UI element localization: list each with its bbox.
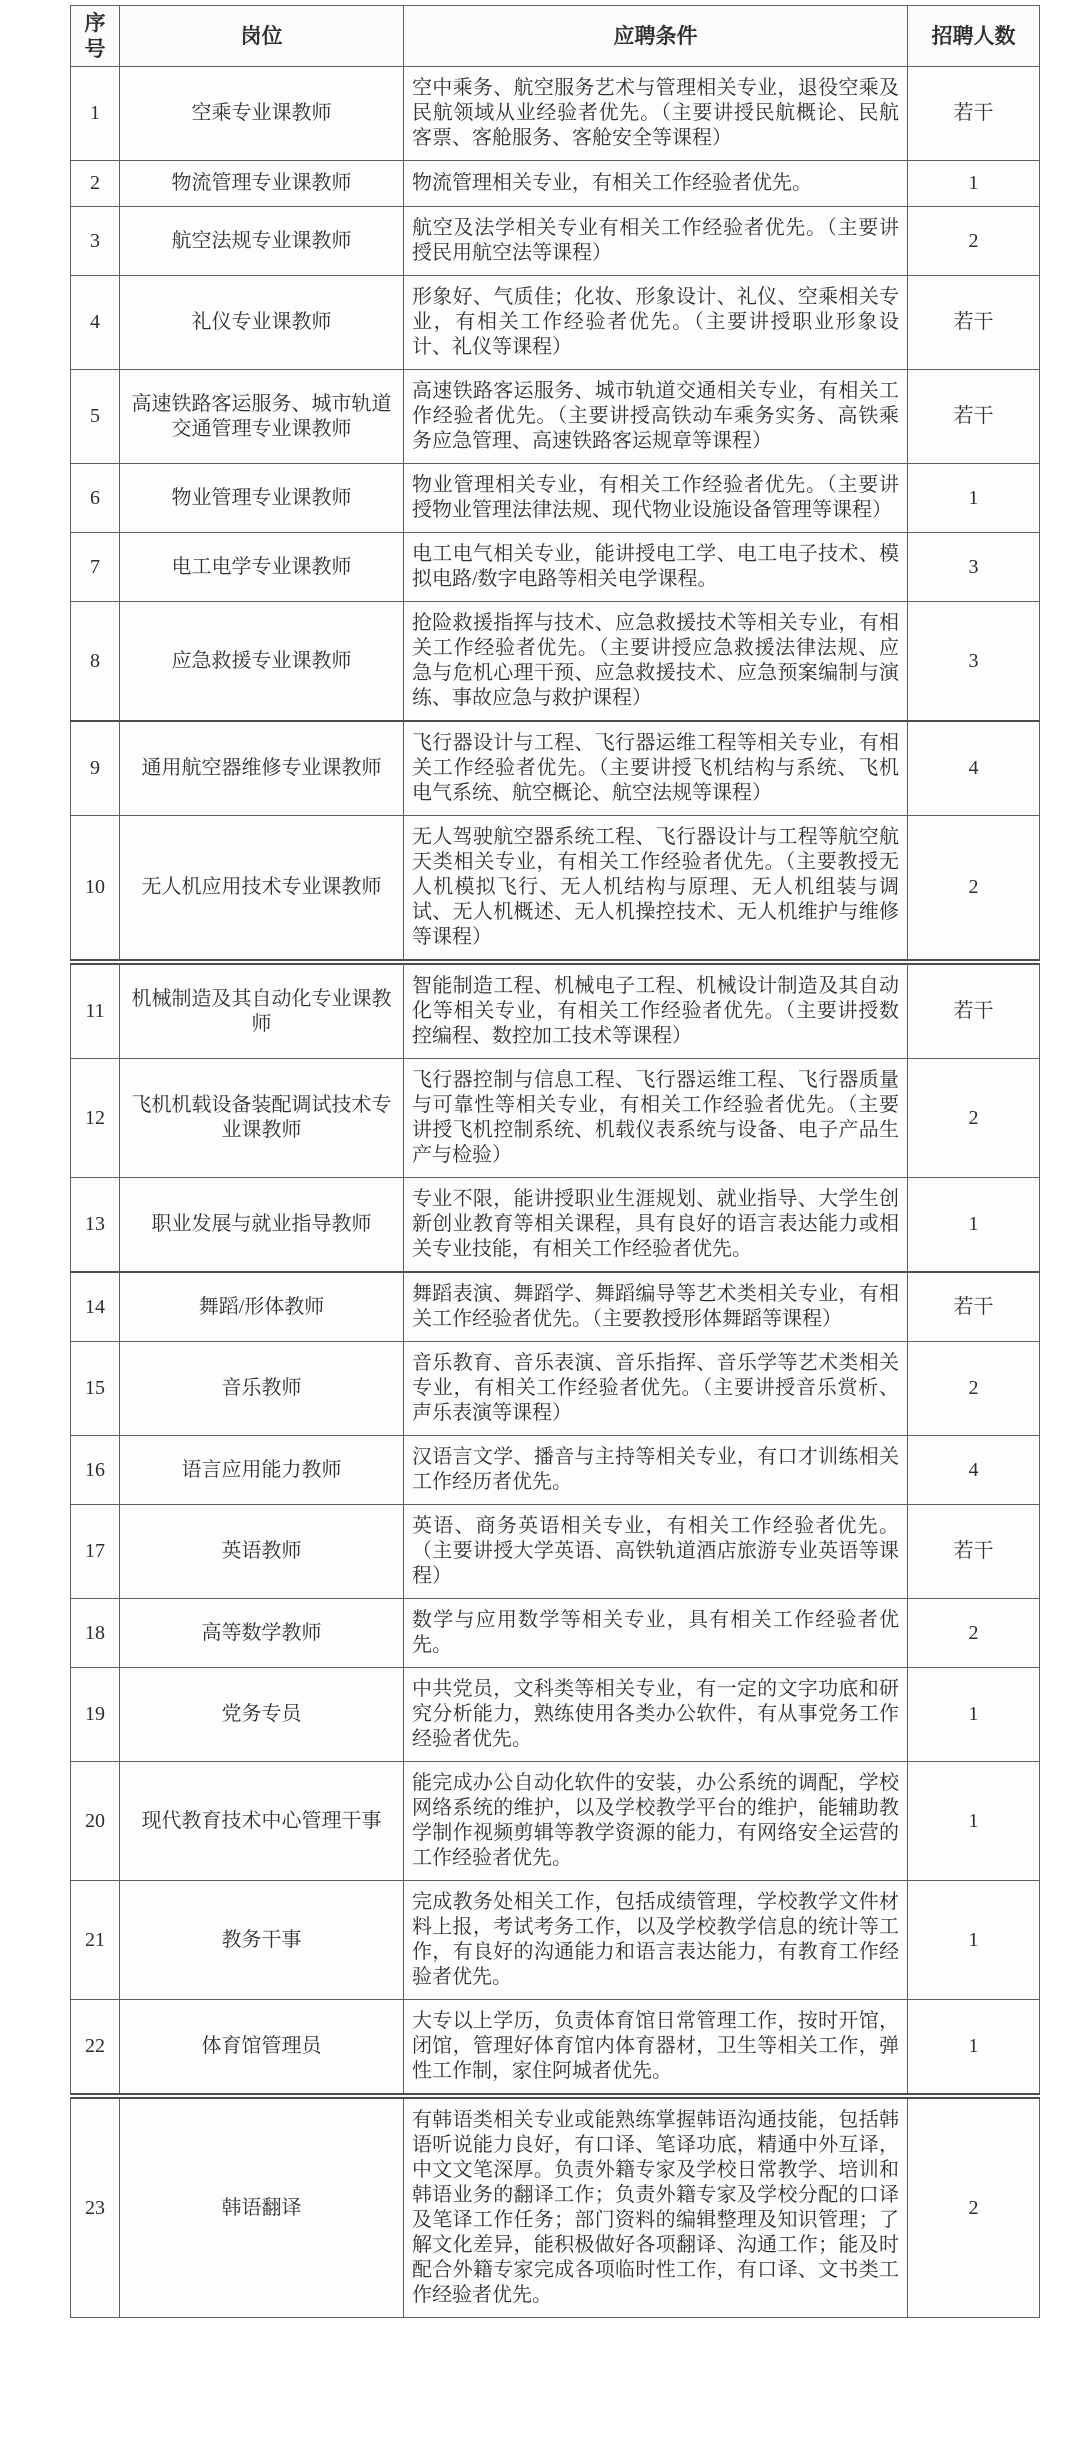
cell-requirements: 航空及法学相关专业有相关工作经验者优先。（主要讲授民用航空法等课程）: [404, 207, 908, 276]
cell-seq: 21: [71, 1881, 120, 2000]
cell-count: 3: [908, 533, 1040, 602]
table-row: [71, 1881, 1040, 2000]
cell-seq: 15: [71, 1342, 120, 1436]
cell-position: 应急救援专业课教师: [120, 602, 404, 722]
cell-position: 职业发展与就业指导教师: [120, 1178, 404, 1273]
cell-count: 1: [908, 161, 1040, 207]
cell-seq: 12: [71, 1059, 120, 1178]
cell-position: 音乐教师: [120, 1342, 404, 1436]
cell-seq: 2: [71, 161, 120, 207]
cell-seq: 3: [71, 207, 120, 276]
cell-position: 高速铁路客运服务、城市轨道交通管理专业课教师: [120, 370, 404, 464]
cell-seq: 1: [71, 67, 120, 161]
cell-position: 体育馆管理员: [120, 2000, 404, 2097]
cell-position: 现代教育技术中心管理干事: [120, 1762, 404, 1881]
cell-seq: 14: [71, 1272, 120, 1342]
table-row: [71, 721, 1040, 816]
recruitment-table: [70, 5, 1040, 2318]
table-row: [71, 67, 1040, 161]
cell-requirements: 能完成办公自动化软件的安装，办公系统的调配，学校网络系统的维护，以及学校教学平台的维护，能辅助教学制作视频剪辑等教学资源的能力，有网络安全运营的工作经验者优先。: [404, 1762, 908, 1881]
table-row: [71, 2096, 1040, 2318]
cell-requirements: 形象好、气质佳；化妆、形象设计、礼仪、空乘相关专业，有相关工作经验者优先。（主要讲授职业形象设计、礼仪等课程）: [404, 276, 908, 370]
cell-requirements: 高速铁路客运服务、城市轨道交通相关专业，有相关工作经验者优先。（主要讲授高铁动车乘务实务、高铁乘务应急管理、高速铁路客运规章等课程）: [404, 370, 908, 464]
cell-count: 1: [908, 1881, 1040, 2000]
cell-requirements: 数学与应用数学等相关专业，具有相关工作经验者优先。: [404, 1599, 908, 1668]
cell-count: 2: [908, 2096, 1040, 2318]
cell-count: 1: [908, 2000, 1040, 2097]
cell-requirements: 舞蹈表演、舞蹈学、舞蹈编导等艺术类相关专业，有相关工作经验者优先。（主要教授形体舞蹈等课程）: [404, 1272, 908, 1342]
table-row: [71, 207, 1040, 276]
cell-requirements: 英语、商务英语相关专业，有相关工作经验者优先。（主要讲授大学英语、高铁轨道酒店旅游专业英语等课程）: [404, 1505, 908, 1599]
cell-position: 高等数学教师: [120, 1599, 404, 1668]
cell-requirements: 空中乘务、航空服务艺术与管理相关专业，退役空乘及民航领域从业经验者优先。（主要讲授民航概论、民航客票、客舱服务、客舱安全等课程）: [404, 67, 908, 161]
cell-seq: 19: [71, 1668, 120, 1762]
cell-requirements: 有韩语类相关专业或能熟练掌握韩语沟通技能，包括韩语听说能力良好，有口译、笔译功底，精通中外互译，中文文笔深厚。负责外籍专家及学校日常教学、培训和韩语业务的翻译工作；负责外籍专家及学校分配的口译及笔译工作任务；部门资料的编辑整理及知识管理；了解文化差异，能积极做好各项翻译、沟通工作；能及时配合外籍专家完成各项临时性工作，有口译、文书类工作经验者优先。: [404, 2096, 908, 2318]
cell-seq: 4: [71, 276, 120, 370]
table-row: [71, 1599, 1040, 1668]
cell-count: 若干: [908, 1505, 1040, 1599]
cell-seq: 20: [71, 1762, 120, 1881]
cell-count: 若干: [908, 962, 1040, 1059]
cell-seq: 9: [71, 721, 120, 816]
cell-requirements: 音乐教育、音乐表演、音乐指挥、音乐学等艺术类相关专业，有相关工作经验者优先。（主要讲授音乐赏析、声乐表演等课程）: [404, 1342, 908, 1436]
cell-count: 2: [908, 816, 1040, 963]
cell-position: 机械制造及其自动化专业课教师: [120, 962, 404, 1059]
table-row: [71, 1762, 1040, 1881]
cell-requirements: 物流管理相关专业，有相关工作经验者优先。: [404, 161, 908, 207]
cell-position: 语言应用能力教师: [120, 1436, 404, 1505]
cell-count: 若干: [908, 1272, 1040, 1342]
cell-requirements: 物业管理相关专业，有相关工作经验者优先。（主要讲授物业管理法律法规、现代物业设施设备管理等课程）: [404, 464, 908, 533]
cell-position: 物业管理专业课教师: [120, 464, 404, 533]
cell-requirements: 大专以上学历，负责体育馆日常管理工作，按时开馆，闭馆，管理好体育馆内体育器材，卫生等相关工作，弹性工作制，家住阿城者优先。: [404, 2000, 908, 2097]
header-requirements: 应聘条件: [404, 6, 908, 67]
cell-position: 英语教师: [120, 1505, 404, 1599]
cell-requirements: 完成教务处相关工作，包括成绩管理，学校教学文件材料上报，考试考务工作，以及学校教学信息的统计等工作，有良好的沟通能力和语言表达能力，有教育工作经验者优先。: [404, 1881, 908, 2000]
table-row: [71, 1668, 1040, 1762]
cell-requirements: 电工电气相关专业，能讲授电工学、电工电子技术、模拟电路/数字电路等相关电学课程。: [404, 533, 908, 602]
cell-count: 1: [908, 464, 1040, 533]
cell-requirements: 无人驾驶航空器系统工程、飞行器设计与工程等航空航天类相关专业，有相关工作经验者优先。（主要教授无人机模拟飞行、无人机结构与原理、无人机组装与调试、无人机概述、无人机操控技术、无人机维护与维修等课程）: [404, 816, 908, 963]
table-row: [71, 1272, 1040, 1342]
cell-seq: 22: [71, 2000, 120, 2097]
cell-seq: 23: [71, 2096, 120, 2318]
cell-count: 2: [908, 1059, 1040, 1178]
table-body: [71, 67, 1040, 2318]
cell-count: 2: [908, 207, 1040, 276]
cell-position: 舞蹈/形体教师: [120, 1272, 404, 1342]
cell-position: 物流管理专业课教师: [120, 161, 404, 207]
table-row: [71, 533, 1040, 602]
table-row: [71, 276, 1040, 370]
table-row: [71, 816, 1040, 963]
cell-position: 通用航空器维修专业课教师: [120, 721, 404, 816]
cell-seq: 13: [71, 1178, 120, 1273]
cell-seq: 18: [71, 1599, 120, 1668]
table-row: [71, 1505, 1040, 1599]
cell-seq: 6: [71, 464, 120, 533]
cell-position: 航空法规专业课教师: [120, 207, 404, 276]
cell-count: 2: [908, 1599, 1040, 1668]
cell-seq: 17: [71, 1505, 120, 1599]
table-row: [71, 1342, 1040, 1436]
cell-count: 若干: [908, 67, 1040, 161]
cell-seq: 10: [71, 816, 120, 963]
cell-seq: 16: [71, 1436, 120, 1505]
table-row: [71, 2000, 1040, 2097]
cell-position: 党务专员: [120, 1668, 404, 1762]
table-row: [71, 161, 1040, 207]
cell-seq: 5: [71, 370, 120, 464]
cell-requirements: 抢险救援指挥与技术、应急救援技术等相关专业，有相关工作经验者优先。（主要讲授应急救援法律法规、应急与危机心理干预、应急救援技术、应急预案编制与演练、事故应急与救护课程）: [404, 602, 908, 722]
table-row: [71, 1059, 1040, 1178]
header-count: 招聘人数: [908, 6, 1040, 67]
cell-seq: 11: [71, 962, 120, 1059]
cell-position: 飞机机载设备装配调试技术专业课教师: [120, 1059, 404, 1178]
cell-position: 电工电学专业课教师: [120, 533, 404, 602]
cell-count: 3: [908, 602, 1040, 722]
table-row: [71, 370, 1040, 464]
cell-requirements: 专业不限，能讲授职业生涯规划、就业指导、大学生创新创业教育等相关课程，具有良好的语言表达能力或相关专业技能，有相关工作经验者优先。: [404, 1178, 908, 1273]
cell-count: 4: [908, 721, 1040, 816]
table-row: [71, 464, 1040, 533]
cell-count: 2: [908, 1342, 1040, 1436]
table-header-row: [71, 6, 1040, 67]
cell-position: 空乘专业课教师: [120, 67, 404, 161]
cell-count: 若干: [908, 370, 1040, 464]
cell-requirements: 飞行器设计与工程、飞行器运维工程等相关专业，有相关工作经验者优先。（主要讲授飞机结构与系统、飞机电气系统、航空概论、航空法规等课程）: [404, 721, 908, 816]
table-row: [71, 602, 1040, 722]
header-seq: 序号: [71, 6, 120, 67]
cell-count: 4: [908, 1436, 1040, 1505]
cell-requirements: 汉语言文学、播音与主持等相关专业，有口才训练相关工作经历者优先。: [404, 1436, 908, 1505]
cell-position: 无人机应用技术专业课教师: [120, 816, 404, 963]
cell-count: 1: [908, 1178, 1040, 1273]
cell-position: 教务干事: [120, 1881, 404, 2000]
cell-position: 韩语翻译: [120, 2096, 404, 2318]
table-row: [71, 962, 1040, 1059]
table-row: [71, 1436, 1040, 1505]
cell-count: 若干: [908, 276, 1040, 370]
cell-requirements: 智能制造工程、机械电子工程、机械设计制造及其自动化等相关专业，有相关工作经验者优先。（主要讲授数控编程、数控加工技术等课程）: [404, 962, 908, 1059]
cell-count: 1: [908, 1668, 1040, 1762]
cell-requirements: 中共党员，文科类等相关专业，有一定的文字功底和研究分析能力，熟练使用各类办公软件，有从事党务工作经验者优先。: [404, 1668, 908, 1762]
header-position: 岗位: [120, 6, 404, 67]
cell-seq: 7: [71, 533, 120, 602]
cell-seq: 8: [71, 602, 120, 722]
cell-position: 礼仪专业课教师: [120, 276, 404, 370]
table-row: [71, 1178, 1040, 1273]
cell-count: 1: [908, 1762, 1040, 1881]
cell-requirements: 飞行器控制与信息工程、飞行器运维工程、飞行器质量与可靠性等相关专业，有相关工作经验者优先。（主要讲授飞机控制系统、机载仪表系统与设备、电子产品生产与检验）: [404, 1059, 908, 1178]
